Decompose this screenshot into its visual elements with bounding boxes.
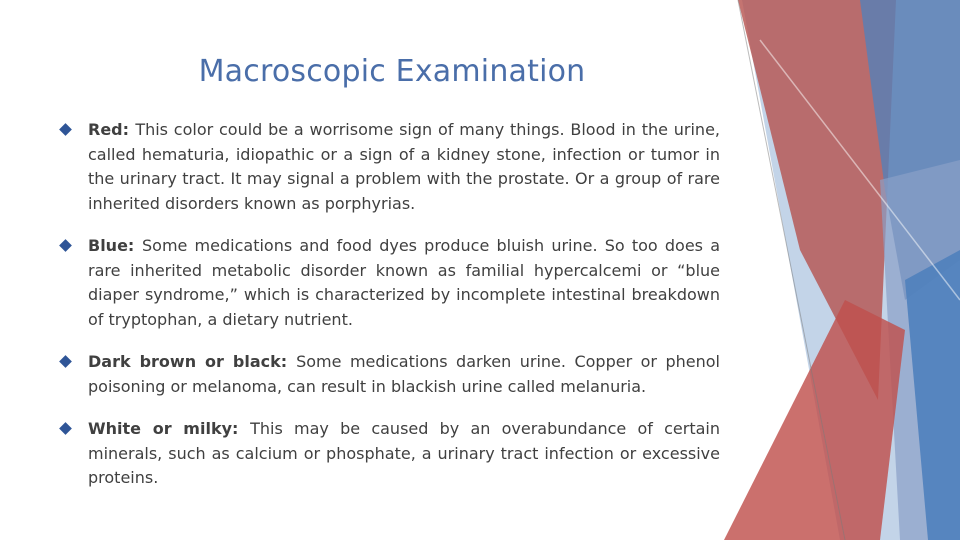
- bullet-list: [60, 118, 720, 509]
- bullet-item-dark-brown: [60, 350, 720, 399]
- diamond-bullet-icon: [59, 123, 72, 136]
- slide-title: Macroscopic Examination: [198, 54, 586, 89]
- bullet-term: Dark brown or black:: [88, 352, 297, 371]
- bullet-term: Blue:: [88, 236, 142, 255]
- bullet-term: Red:: [88, 120, 136, 139]
- bullet-item-blue: [60, 234, 720, 332]
- bullet-text: This may be caused by an overabundance of certain minerals, such as calcium or phosphate, a urinary tract infection or excessive proteins.: [88, 419, 721, 487]
- diamond-bullet-icon: [59, 239, 72, 252]
- bullet-text: Some medications darken urine. Copper or phenol poisoning or melanoma, can result in blackish urine called melanuria.: [88, 352, 720, 396]
- bullet-item-red: [60, 118, 720, 216]
- bullet-item-white: [60, 417, 720, 491]
- diamond-bullet-icon: [59, 355, 72, 368]
- diamond-bullet-icon: [59, 422, 72, 435]
- bullet-text: This color could be a worrisome sign of many things. Blood in the urine, called hematuria, idiopathic or a sign of a kidney stone, infection or tumor in the urinary tract. It may signal a problem with the prostate. Or a group of rare inherited disorders known as porphyrias.: [88, 120, 721, 213]
- bullet-text: Some medications and food dyes produce bluish urine. So too does a rare inherited metabolic disorder known as familial hypercalcemi or “blue diaper syndrome,” which is characterized by incomplete intestinal breakdown of tryptophan, a dietary nutrient.: [88, 236, 721, 329]
- bullet-term: White or milky:: [88, 419, 251, 438]
